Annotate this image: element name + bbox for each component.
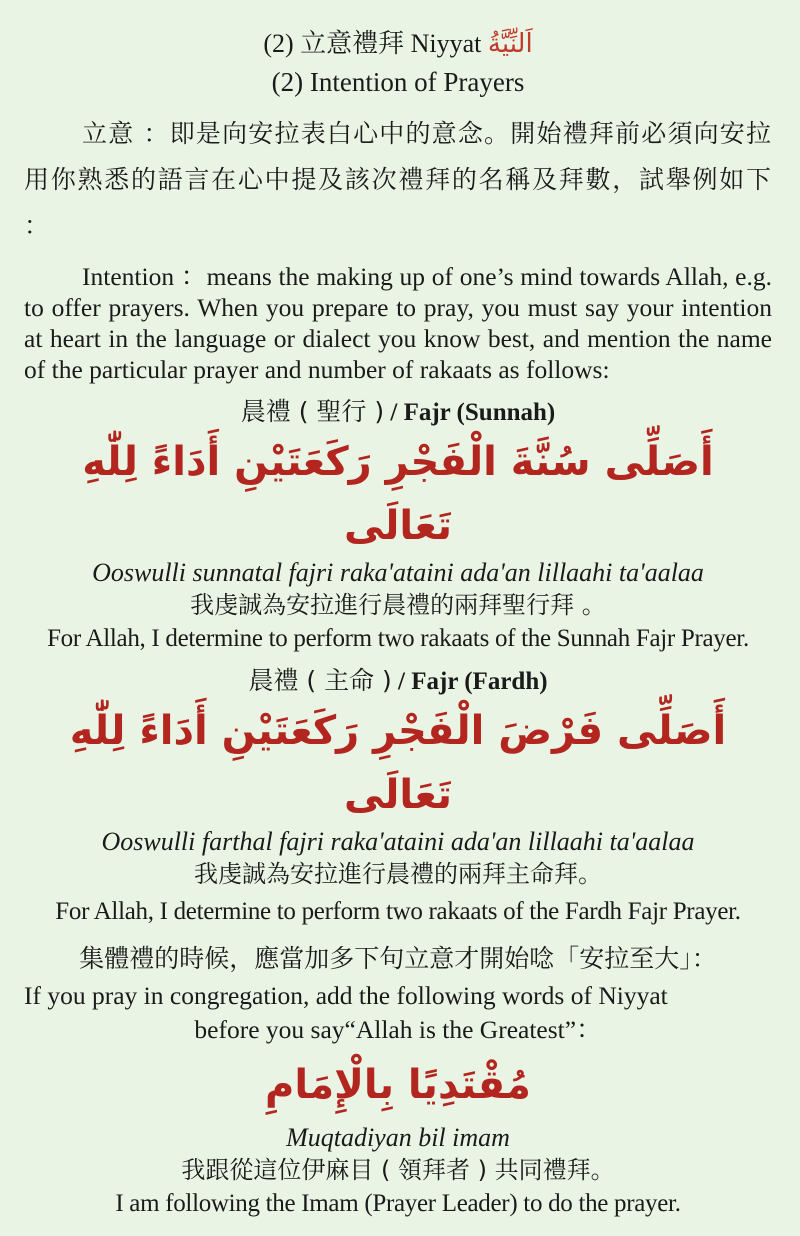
prayer-transliteration: Ooswulli sunnatal fajri raka'ataini ada'an lillaahi ta'aalaa bbox=[92, 558, 704, 587]
congregation-chinese-translation: 我跟從這位伊麻目 ( 領拜者 ) 共同禮拜。 bbox=[181, 1156, 615, 1184]
congregation-chinese: 集體禮的時候，應當加多下句立意才開始唸「安拉至大」： bbox=[79, 944, 717, 973]
congregation-english-translation: I am following the Imam (Prayer Leader) to do the prayer. bbox=[115, 1190, 681, 1217]
prayer-chinese-translation: 我虔誠為安拉進行晨禮的兩拜聖行拜 。 bbox=[190, 591, 606, 619]
section-title bbox=[24, 27, 772, 61]
prayer-english-translation: For Allah, I determine to perform two rakaats of the Sunnah Fajr Prayer. bbox=[47, 625, 749, 652]
prayer-arabic: أَصَلِّى سُنَّةَ الْفَجْرِ رَكَعَتَيْنِ أَدَاءً لِلّٰهِ تَعَالَى bbox=[82, 439, 714, 549]
prayer-heading-chinese: 晨禮 ( 聖行 ) bbox=[240, 397, 385, 426]
section-title-arabic: اَلنِّيَّةُ bbox=[487, 29, 533, 59]
prayer-block-sunnah bbox=[24, 395, 772, 656]
congregation-block bbox=[24, 939, 772, 1221]
intro-chinese: 立意 ：即是向安拉表白心中的意念。開始禮拜前必須向安拉用你熟悉的語言在心中提及該次禮拜的名稱及拜數，試舉例如下 ： bbox=[24, 119, 772, 240]
prayer-heading bbox=[24, 395, 772, 430]
prayer-arabic: أَصَلِّى فَرْضَ الْفَجْرِ رَكَعَتَيْنِ أَدَاءً لِلّٰهِ تَعَالَى bbox=[69, 708, 727, 818]
congregation-arabic: مُقْتَدِيًا بِالْإِمَامِ bbox=[265, 1062, 531, 1108]
prayer-heading-chinese: 晨禮 ( 主命 ) bbox=[248, 666, 392, 695]
section-title-text: (2) 立意禮拜 Niyyat bbox=[263, 29, 482, 58]
prayer-heading-english: / Fajr (Sunnah) bbox=[384, 399, 556, 426]
congregation-english-line2: before you say“Allah is the Greatest”： bbox=[194, 1015, 602, 1044]
prayer-block-fardh bbox=[24, 664, 772, 929]
prayer-english-translation: For Allah, I determine to perform two rakaats of the Fardh Fajr Prayer. bbox=[55, 898, 741, 925]
intro-english: Intention ：means the making up of one’s mind towards Allah, e.g. to offer prayers. When you prepare to pray, you must say your intention at heart in the language or dialect you know best, and mention the name of the particular prayer and number of rakaats as follows: bbox=[24, 262, 772, 384]
prayer-chinese-translation: 我虔誠為安拉進行晨禮的兩拜主命拜。 bbox=[194, 860, 602, 888]
prayer-heading-english: / Fajr (Fardh) bbox=[391, 668, 548, 695]
congregation-transliteration: Muqtadiyan bil imam bbox=[286, 1123, 510, 1152]
prayer-transliteration: Ooswulli farthal fajri raka'ataini ada'an lillaahi ta'aalaa bbox=[101, 827, 695, 856]
congregation-english-line1: If you pray in congregation, add the following words of Niyyat bbox=[24, 981, 668, 1010]
prayer-heading bbox=[24, 664, 772, 699]
section-subtitle: (2) Intention of Prayers bbox=[271, 67, 525, 97]
page bbox=[0, 27, 800, 1236]
